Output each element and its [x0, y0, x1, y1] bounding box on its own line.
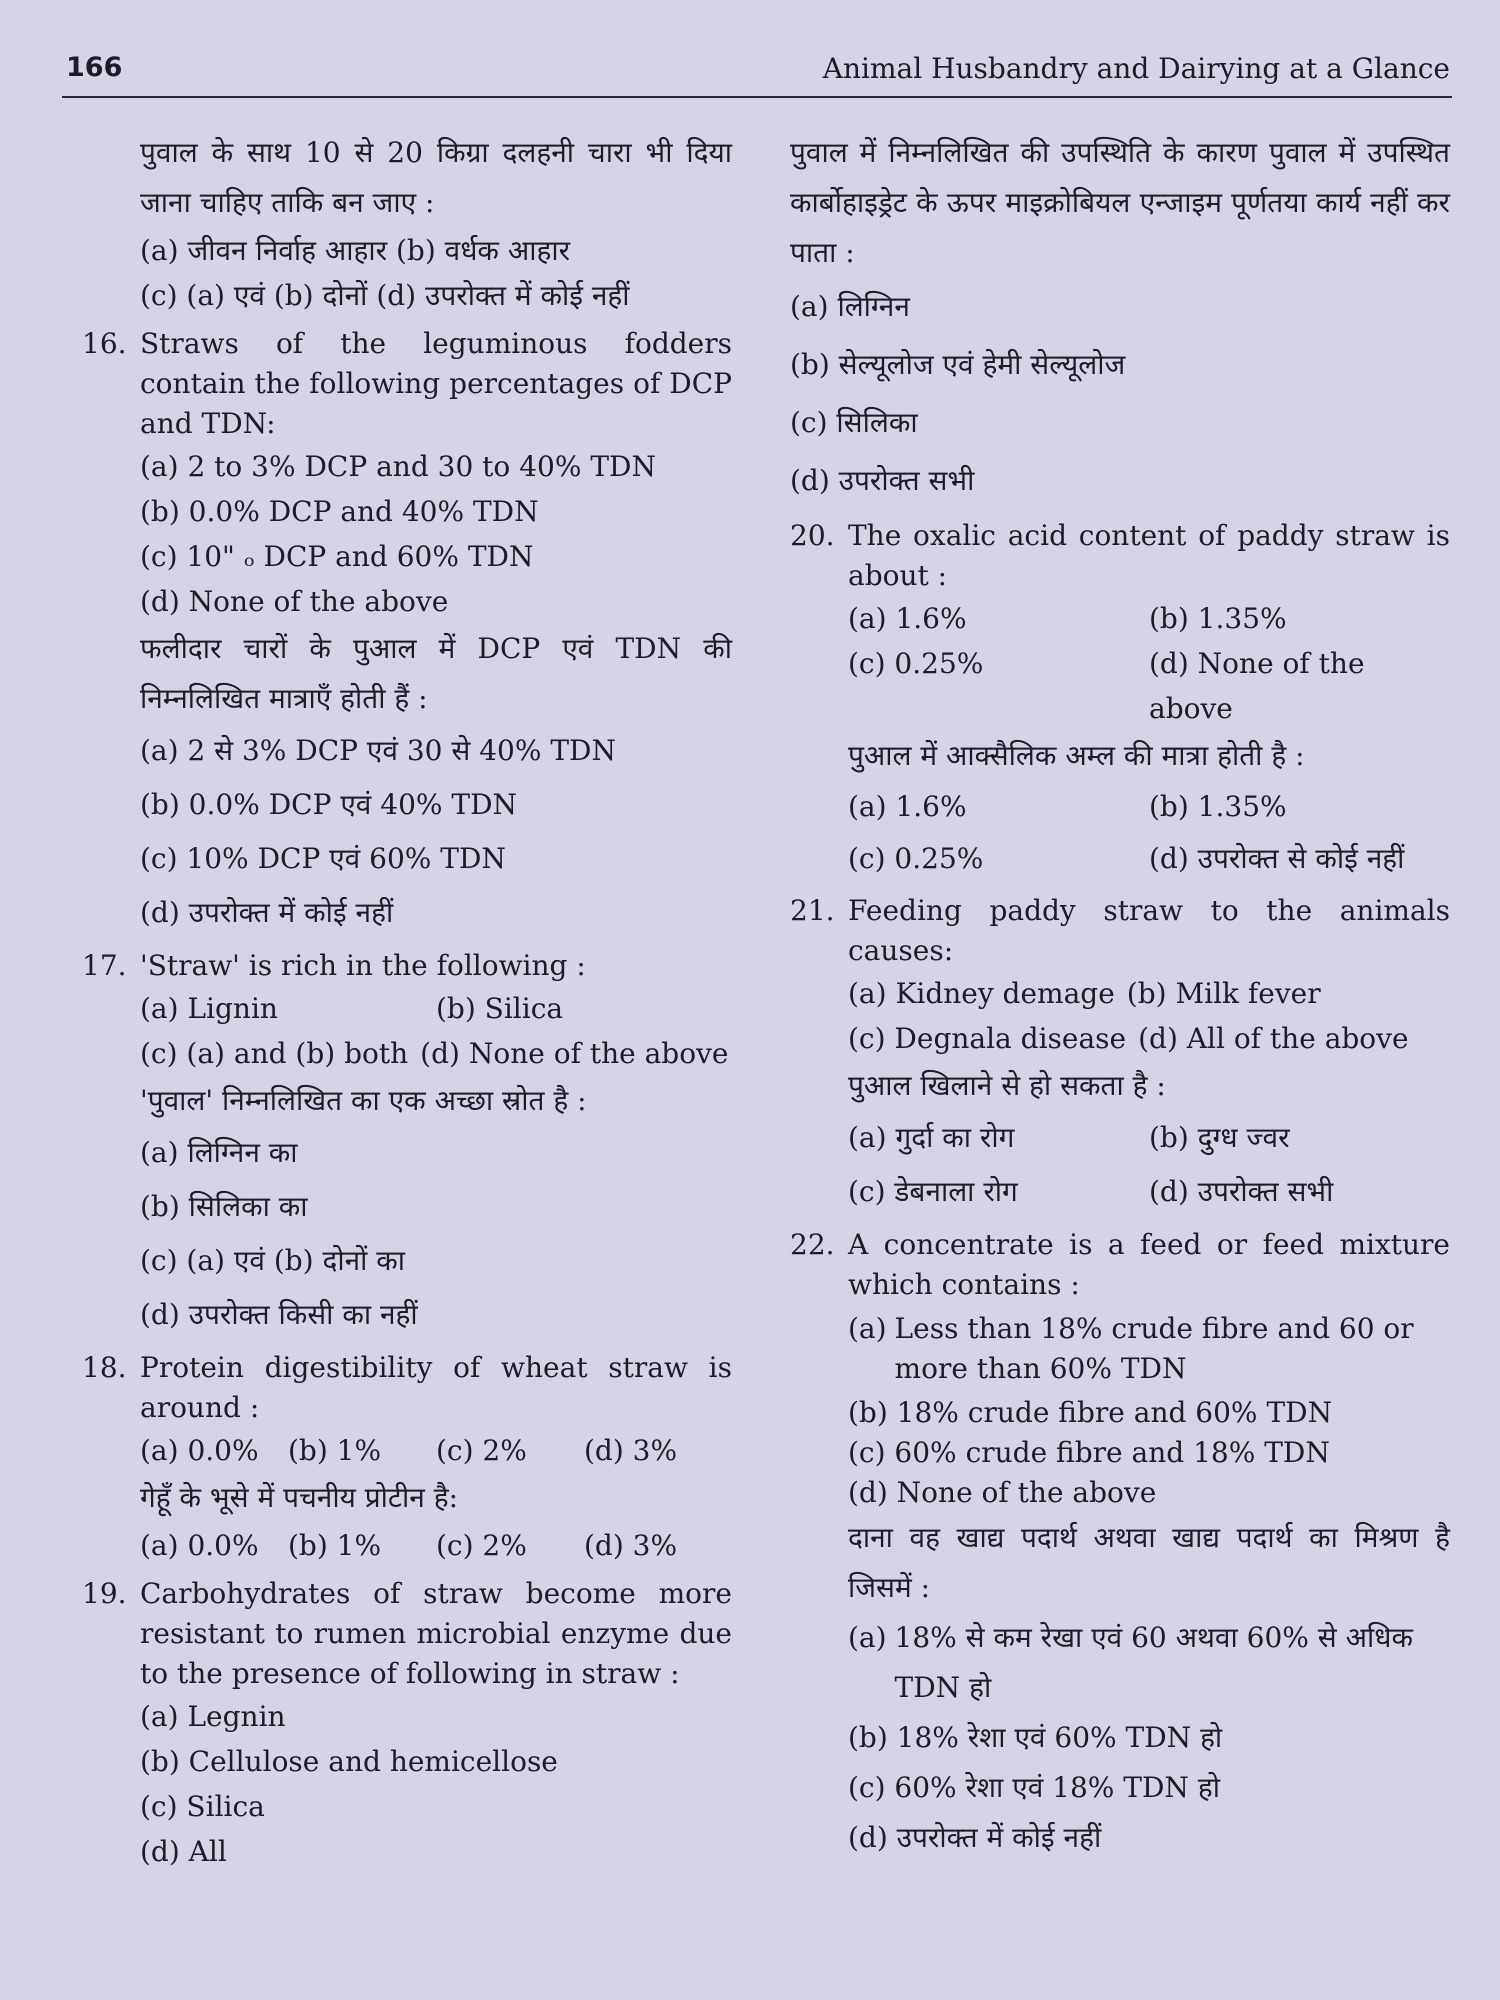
hindi-stem: दाना वह खाद्य पदार्थ अथवा खाद्य पदार्थ का मिश्रण है जिसमें :	[848, 1521, 1450, 1604]
option-c: (c) 0.25%	[848, 647, 984, 680]
question-number: 19.	[82, 1577, 127, 1610]
question-stem: Protein digestibility of wheat straw is around :	[140, 1351, 732, 1424]
option-b: (b) 18% crude fibre and 60% TDN	[848, 1396, 1333, 1429]
hindi-option-b: (b) 0.0% DCP एवं 40% TDN	[140, 788, 518, 821]
question-number: 18.	[82, 1351, 127, 1384]
hindi-option-d: (d) उपरोक्त में कोई नहीं	[848, 1821, 1102, 1854]
question-number: 17.	[82, 949, 127, 982]
option-c: (c) (a) एवं (b) दोनों	[140, 279, 368, 312]
option-b: (b) Milk fever	[1126, 977, 1321, 1010]
option-c: (c) Degnala disease	[848, 1022, 1127, 1055]
option-d: (d) None of the above	[420, 1037, 729, 1070]
hindi-option-c: (c) डेबनाला रोग	[848, 1175, 1018, 1208]
option-a: (a) जीवन निर्वाह आहार	[140, 234, 388, 267]
question-20	[790, 516, 1450, 885]
question-21	[790, 891, 1450, 1219]
option-a: (a) 2 to 3% DCP and 30 to 40% TDN	[140, 450, 656, 483]
hindi-stem: पुवाल के साथ 10 से 20 किग्रा दलहनी चारा भी दिया जाना चाहिए ताकि बन जाए :	[140, 136, 732, 219]
question-18	[82, 1348, 732, 1568]
option-b: (b) Cellulose and hemicellose	[140, 1745, 558, 1778]
question-stem: Carbohydrates of straw become more resistant to rumen microbial enzyme due to the presence of following in straw :	[140, 1577, 732, 1690]
option-d: (d) None of the above	[1149, 647, 1365, 725]
hindi-option-a: (a) गुर्दा का रोग	[848, 1121, 1015, 1154]
option-a: (a) 1.6%	[848, 602, 967, 635]
question-19-hindi	[790, 128, 1450, 510]
hindi-option-a: (a) 2 से 3% DCP एवं 30 से 40% TDN	[140, 734, 616, 767]
hindi-option-c: (c) 10% DCP एवं 60% TDN	[140, 842, 506, 875]
hindi-stem: पुवाल में निम्नलिखित की उपस्थिति के कारण पुवाल में उपस्थित कार्बोहाइड्रेट के ऊपर माइक्रोबियल एन्जाइम पूर्णतया कार्य नहीं कर पाता :	[790, 136, 1450, 269]
question-stem: Straws of the leguminous fodders contain the following percentages of DCP and TDN:	[140, 327, 732, 440]
option-c: (c) 60% crude fibre and 18% TDN	[848, 1436, 1330, 1469]
hindi-option-c: (c) 60% रेशा एवं 18% TDN हो	[848, 1771, 1220, 1804]
hindi-stem: गेहूँ के भूसे में पचनीय प्रोटीन है:	[140, 1481, 459, 1514]
hindi-option-a: (a) लिग्निन	[790, 290, 910, 323]
hindi-option-b: (b) 1%	[288, 1529, 382, 1562]
option-b: (b) 1%	[288, 1434, 382, 1467]
option-c: (c) 10" ₒ DCP and 60% TDN	[140, 540, 534, 573]
option-c: (c) (a) and (b) both	[140, 1037, 409, 1070]
option-d: (d) उपरोक्त में कोई नहीं	[376, 279, 630, 312]
hindi-option-b: (b) 18% रेशा एवं 60% TDN हो	[848, 1721, 1223, 1754]
hindi-stem: फलीदार चारों के पुआल में DCP एवं TDN की निम्नलिखित मात्राएँ होती हैं :	[140, 632, 732, 715]
hindi-option-a: (a) 1.6%	[848, 790, 967, 823]
option-b: (b) 0.0% DCP and 40% TDN	[140, 495, 539, 528]
hindi-option-c: (c) (a) एवं (b) दोनों का	[140, 1244, 406, 1277]
hindi-stem: 'पुवाल' निम्नलिखित का एक अच्छा स्रोत है :	[140, 1084, 587, 1117]
question-number: 22.	[790, 1228, 835, 1261]
hindi-stem: पुआल में आक्सैलिक अम्ल की मात्रा होती है :	[848, 739, 1305, 772]
hindi-option-a: (a) 0.0%	[140, 1529, 259, 1562]
hindi-option-a: 18% से कम रेखा एवं 60 अथवा 60% से अधिक TDN हो	[894, 1621, 1413, 1704]
question-stem: A concentrate is a feed or feed mixture which contains :	[848, 1228, 1450, 1301]
question-number: 20.	[790, 519, 835, 552]
hindi-option-b: (b) 1.35%	[1149, 790, 1287, 823]
page-number: 166	[66, 52, 123, 83]
option-a: (a) Legnin	[140, 1700, 286, 1733]
hindi-option-a: (a) लिग्निन का	[140, 1136, 298, 1169]
question-15-continued	[82, 128, 732, 318]
hindi-option-d: (d) 3%	[584, 1529, 678, 1562]
option-d: (d) All	[140, 1835, 227, 1868]
hindi-option-b: (b) सिलिका का	[140, 1190, 308, 1223]
question-stem: 'Straw' is rich in the following :	[140, 949, 586, 982]
left-column	[82, 128, 732, 1880]
question-22	[790, 1225, 1450, 1863]
hindi-option-c: (c) 2%	[436, 1529, 527, 1562]
option-c: (c) Silica	[140, 1790, 265, 1823]
option-c: (c) 2%	[436, 1434, 527, 1467]
option-d: (d) None of the above	[140, 585, 449, 618]
hindi-stem: पुआल खिलाने से हो सकता है :	[848, 1069, 1166, 1102]
option-b: (b) 1.35%	[1149, 602, 1287, 635]
option-a: Less than 18% crude fibre and 60 or more than 60% TDN	[894, 1312, 1414, 1385]
running-title: Animal Husbandry and Dairying at a Glance	[822, 52, 1450, 85]
question-stem: Feeding paddy straw to the animals causes:	[848, 894, 1450, 967]
hindi-option-b: (b) सेल्यूलोज एवं हेमी सेल्यूलोज	[790, 348, 1126, 381]
hindi-option-d: (d) उपरोक्त में कोई नहीं	[140, 896, 394, 929]
page-header	[62, 48, 1452, 98]
option-a-label: (a)	[848, 1312, 887, 1345]
option-a: (a) 0.0%	[140, 1434, 259, 1467]
option-b: (b) Silica	[436, 992, 564, 1025]
question-number: 16.	[82, 327, 127, 360]
hindi-option-d: (d) उपरोक्त किसी का नहीं	[140, 1298, 418, 1331]
question-number: 21.	[790, 894, 835, 927]
option-a: (a) Kidney demage	[848, 977, 1115, 1010]
option-d: (d) None of the above	[848, 1476, 1157, 1509]
question-16	[82, 324, 732, 940]
hindi-option-d: (d) उपरोक्त से कोई नहीं	[1149, 842, 1405, 875]
question-stem: The oxalic acid content of paddy straw is about :	[848, 519, 1450, 592]
question-19	[82, 1574, 732, 1874]
option-b: (b) वर्धक आहार	[395, 234, 571, 267]
hindi-option-c: (c) 0.25%	[848, 842, 984, 875]
option-d: (d) All of the above	[1138, 1022, 1409, 1055]
right-column	[790, 128, 1450, 1869]
hindi-option-c: (c) सिलिका	[790, 406, 918, 439]
hindi-option-d: (d) उपरोक्त सभी	[790, 464, 975, 497]
hindi-option-a-label: (a)	[848, 1621, 887, 1654]
option-d: (d) 3%	[584, 1434, 678, 1467]
hindi-option-d: (d) उपरोक्त सभी	[1149, 1175, 1334, 1208]
option-a: (a) Lignin	[140, 992, 278, 1025]
question-17	[82, 946, 732, 1342]
hindi-option-b: (b) दुग्ध ज्वर	[1149, 1121, 1290, 1154]
